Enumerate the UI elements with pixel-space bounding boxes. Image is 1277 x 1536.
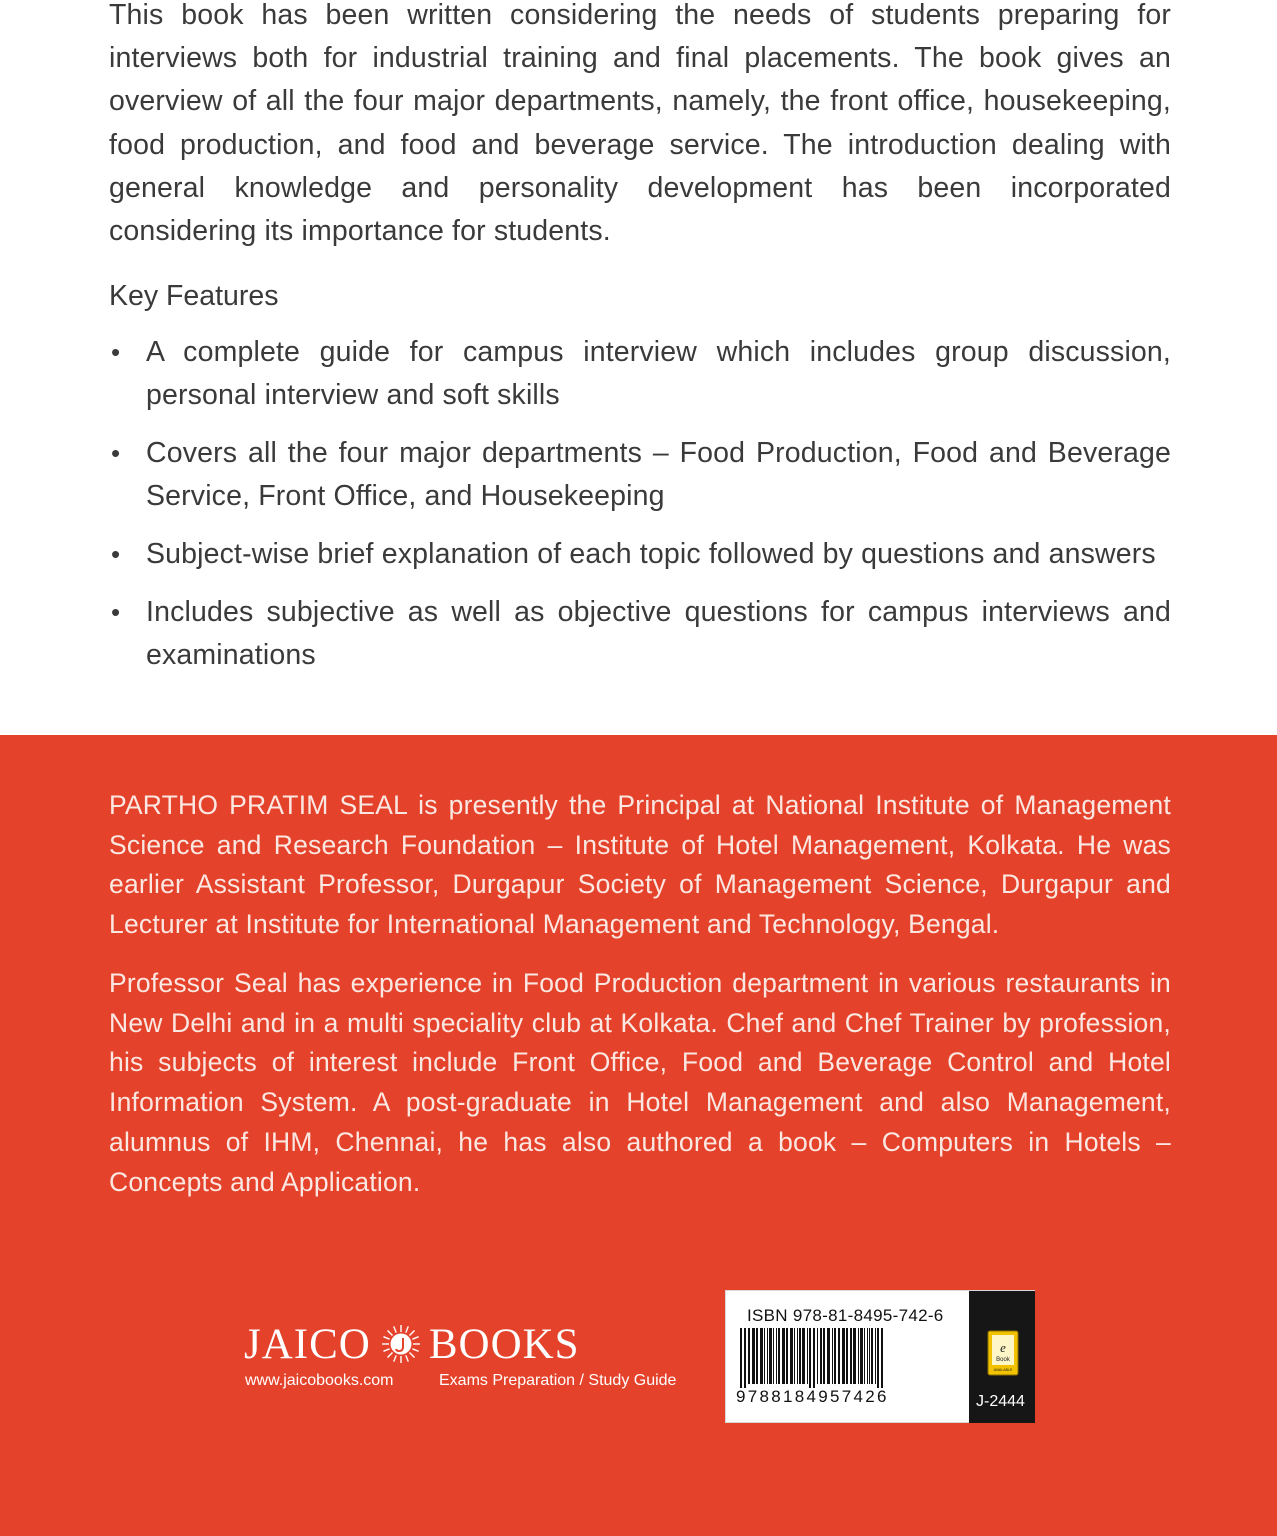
- intro-paragraph: This book has been written considering the needs of students preparing for interviews both for industrial training and final placements. The book gives an overview of all the four major departments, namely, the front office, housekeeping, food production, and food and beverage service. The introduction dealing with general knowledge and personality development has been incorporated considering its importance for students.: [109, 0, 1171, 248]
- barcode-bar: [858, 1328, 859, 1384]
- barcode-bar: [864, 1328, 865, 1384]
- book-category: Exams Preparation / Study Guide: [439, 1372, 677, 1389]
- barcode-bar: [744, 1328, 746, 1388]
- author-bio-paragraph: PARTHO PRATIM SEAL is presently the Principal at National Institute of Management Science and Research Foundation – Institute of Hotel Management, Kolkata. He was earlier Assistant Professor, Durgapur Society of Management Science, Durgapur and Lecturer at Institute for International Management and Technology, Bengal.: [109, 790, 1171, 940]
- barcode-bar: [838, 1328, 840, 1384]
- barcode-bar: [860, 1328, 863, 1384]
- isbn-number: ISBN 978-81-8495-742-6: [747, 1306, 944, 1325]
- list-item: [109, 331, 1171, 417]
- publisher-name-right: BOOKS: [428, 1320, 580, 1368]
- barcode-bar: [823, 1328, 825, 1384]
- publisher-name-left: JAICO: [244, 1320, 371, 1368]
- feature-text: Covers all the four major departments – Food Production, Food and Beverage Service, Front Office, and Housekeeping: [146, 436, 1171, 513]
- barcode-bar: [802, 1328, 805, 1384]
- bullet-icon: •: [111, 596, 121, 627]
- barcode-bar: [786, 1328, 788, 1384]
- publisher-website[interactable]: www.jaicobooks.com: [245, 1372, 394, 1389]
- ebook-available-icon: [987, 1330, 1019, 1376]
- barcode-bar: [782, 1328, 785, 1384]
- barcode-bar: [832, 1328, 833, 1384]
- barcode-bar: [760, 1328, 763, 1384]
- key-features-list: [109, 331, 1171, 691]
- barcode-bar: [871, 1328, 873, 1384]
- barcode-bar: [809, 1328, 811, 1388]
- barcode-bar: [799, 1328, 801, 1384]
- catalog-code: J-2444: [976, 1393, 1025, 1410]
- barcode-bar: [817, 1328, 818, 1384]
- barcode-bar: [853, 1328, 856, 1384]
- bullet-icon: •: [111, 538, 121, 569]
- list-item: [109, 432, 1171, 518]
- barcode-bar: [842, 1328, 845, 1384]
- barcode-bar: [767, 1328, 768, 1384]
- barcode-bar: [820, 1328, 822, 1384]
- barcode-bar: [846, 1328, 848, 1384]
- isbn-barcode-box: [725, 1290, 1035, 1423]
- barcode-bar: [748, 1328, 750, 1384]
- barcode-bar: [877, 1328, 879, 1388]
- barcode-bar: [756, 1328, 758, 1384]
- barcode-bar: [790, 1328, 793, 1384]
- barcode-bar: [834, 1328, 836, 1384]
- feature-text: Subject-wise brief explanation of each topic followed by questions and answers: [146, 537, 1156, 570]
- list-item: [109, 591, 1171, 677]
- barcode-digits: 9788184957426: [736, 1387, 889, 1406]
- barcode-bar: [869, 1328, 870, 1384]
- barcode-bar: [794, 1328, 795, 1384]
- key-features-heading: Key Features: [109, 280, 279, 312]
- barcode-bar: [740, 1328, 742, 1388]
- ebook-panel: [969, 1291, 1035, 1423]
- barcode-bar: [813, 1328, 815, 1388]
- barcode-bar: [764, 1328, 765, 1384]
- author-experience-paragraph: Professor Seal has experience in Food Production department in various restaurants in New Delhi and in a multi speciality club at Kolkata. Chef and Chef Trainer by profession, his subjects of interest include Front Office, Food and Beverage Control and Hotel Information System. A post-graduate in Hotel Management and also Management, alumnus of IHM, Chennai, he has also authored a book – Computers in Hotels – Concepts and Application.: [109, 968, 1171, 1197]
- barcode-bar: [752, 1328, 755, 1384]
- svg-text:e: e: [1000, 1340, 1006, 1355]
- barcode-bar: [881, 1328, 883, 1388]
- feature-text: Includes subjective as well as objective questions for campus interviews and examinations: [146, 595, 1171, 671]
- barcode-bar: [776, 1328, 777, 1384]
- barcode-bar: [773, 1328, 774, 1384]
- barcode-bar: [827, 1328, 830, 1384]
- barcode-bar: [807, 1328, 808, 1384]
- svg-text:Book: Book: [996, 1357, 1010, 1363]
- list-item: [109, 533, 1171, 576]
- svg-text:AVAILABLE: AVAILABLE: [993, 1368, 1013, 1372]
- bullet-icon: •: [111, 437, 121, 468]
- feature-text: A complete guide for campus interview which includes group discussion, personal interview and soft skills: [146, 336, 1171, 412]
- barcode-bar: [797, 1328, 798, 1384]
- barcode-icon: [738, 1328, 963, 1388]
- barcode-bar: [875, 1328, 876, 1384]
- jaico-sun-logo-icon: [381, 1324, 421, 1364]
- barcode-bar: [769, 1328, 772, 1384]
- barcode-bar: [867, 1328, 868, 1384]
- description-section: [0, 0, 1277, 735]
- publisher-logo: [244, 1320, 580, 1368]
- barcode-bar: [850, 1328, 852, 1384]
- bullet-icon: •: [111, 337, 121, 367]
- barcode-bar: [778, 1328, 780, 1384]
